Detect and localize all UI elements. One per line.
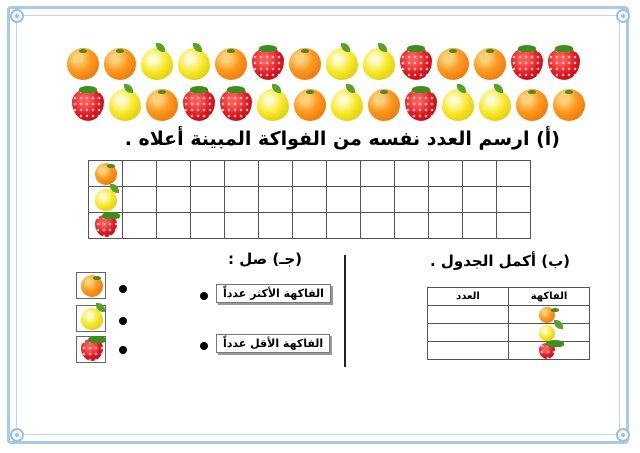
grid-cell[interactable] — [395, 213, 429, 239]
orange-icon — [215, 48, 247, 80]
orange-icon — [368, 89, 400, 121]
lemon-icon — [257, 89, 289, 121]
grid-cell[interactable] — [259, 213, 293, 239]
orange-icon — [553, 89, 585, 121]
lemon-icon — [331, 89, 363, 121]
count-cell[interactable] — [428, 324, 509, 342]
orange-icon — [67, 48, 99, 80]
grid-cell[interactable] — [463, 161, 497, 187]
table-row — [428, 342, 590, 360]
task-c-title: (جـ) صل : — [228, 250, 302, 268]
match-dot-right[interactable] — [200, 342, 208, 350]
grid-cell[interactable] — [157, 187, 191, 213]
grid-row — [89, 213, 531, 239]
match-dot-left[interactable] — [119, 285, 127, 293]
lemon-icon — [95, 189, 117, 211]
grid-cell[interactable] — [293, 161, 327, 187]
grid-cell[interactable] — [361, 187, 395, 213]
grid-fruit-cell — [89, 187, 123, 213]
orange-icon — [146, 89, 178, 121]
corner-ornament — [616, 9, 630, 23]
table-row — [428, 306, 590, 324]
header-fruit: الفاكهة — [509, 288, 590, 306]
header-count: العدد — [428, 288, 509, 306]
match-dot-left[interactable] — [119, 317, 127, 325]
grid-cell[interactable] — [395, 161, 429, 187]
orange-icon — [95, 163, 117, 185]
grid-cell[interactable] — [327, 161, 361, 187]
grid-cell[interactable] — [361, 161, 395, 187]
lemon-icon — [178, 48, 210, 80]
grid-row — [89, 161, 531, 187]
grid-fruit-cell — [89, 161, 123, 187]
lemon-icon — [326, 48, 358, 80]
strawberry-icon — [95, 215, 117, 237]
strawberry-icon — [183, 89, 215, 121]
corner-ornament — [10, 428, 24, 442]
match-dot-right[interactable] — [200, 292, 208, 300]
count-cell[interactable] — [428, 306, 509, 324]
orange-icon — [294, 89, 326, 121]
strawberry-icon — [252, 48, 284, 80]
grid-cell[interactable] — [497, 187, 531, 213]
strawberry-icon — [72, 89, 104, 121]
lemon-icon — [479, 89, 511, 121]
orange-icon — [474, 48, 506, 80]
match-fruit-box — [76, 305, 106, 332]
strawberry-icon — [220, 89, 252, 121]
strawberry-icon — [400, 48, 432, 80]
grid-cell[interactable] — [429, 161, 463, 187]
strawberry-icon — [539, 343, 555, 359]
grid-cell[interactable] — [157, 161, 191, 187]
lemon-icon — [81, 308, 103, 330]
grid-cell[interactable] — [429, 187, 463, 213]
grid-cell[interactable] — [191, 161, 225, 187]
fruit-cell — [509, 306, 590, 324]
grid-cell[interactable] — [259, 187, 293, 213]
grid-fruit-cell — [89, 213, 123, 239]
match-fruit-box — [76, 272, 106, 299]
table-row — [428, 324, 590, 342]
lemon-icon — [442, 89, 474, 121]
orange-icon — [289, 48, 321, 80]
grid-cell[interactable] — [327, 187, 361, 213]
strawberry-icon — [548, 48, 580, 80]
task-b-title: (ب) أكمل الجدول . — [429, 252, 570, 270]
strawberry-icon — [511, 48, 543, 80]
grid-cell[interactable] — [361, 213, 395, 239]
match-fruit-box — [76, 336, 106, 363]
grid-cell[interactable] — [225, 161, 259, 187]
grid-cell[interactable] — [225, 187, 259, 213]
fruit-cell — [509, 342, 590, 360]
strawberry-icon — [405, 89, 437, 121]
grid-row — [89, 187, 531, 213]
lemon-icon — [539, 325, 555, 341]
grid-cell[interactable] — [259, 161, 293, 187]
lemon-icon — [363, 48, 395, 80]
grid-cell[interactable] — [123, 187, 157, 213]
lemon-icon — [141, 48, 173, 80]
grid-cell[interactable] — [327, 213, 361, 239]
task-a-title: (أ) ارسم العدد نفسه من الفواكة المبينة أعلاه . — [124, 128, 560, 150]
count-cell[interactable] — [428, 342, 509, 360]
orange-icon — [437, 48, 469, 80]
grid-cell[interactable] — [293, 213, 327, 239]
grid-cell[interactable] — [191, 213, 225, 239]
fruit-cell — [509, 324, 590, 342]
match-dot-left[interactable] — [119, 346, 127, 354]
label-most-fruit: الفاكهة الأكثر عدداً — [216, 284, 331, 303]
count-table — [427, 287, 590, 360]
orange-icon — [539, 307, 555, 323]
grid-cell[interactable] — [463, 187, 497, 213]
grid-cell[interactable] — [497, 213, 531, 239]
grid-cell[interactable] — [123, 161, 157, 187]
grid-cell[interactable] — [225, 213, 259, 239]
grid-cell[interactable] — [123, 213, 157, 239]
lemon-icon — [109, 89, 141, 121]
corner-ornament — [10, 9, 24, 23]
grid-cell[interactable] — [157, 213, 191, 239]
fruit-row-1 — [67, 48, 580, 80]
grid-cell[interactable] — [429, 213, 463, 239]
grid-cell[interactable] — [395, 187, 429, 213]
orange-icon — [81, 275, 103, 297]
section-divider — [344, 255, 346, 367]
label-least-fruit: الفاكهة الأقل عدداً — [216, 334, 330, 353]
grid-cell[interactable] — [497, 161, 531, 187]
grid-cell[interactable] — [463, 213, 497, 239]
orange-icon — [104, 48, 136, 80]
orange-icon — [516, 89, 548, 121]
grid-cell[interactable] — [191, 187, 225, 213]
drawing-grid[interactable] — [88, 160, 531, 239]
strawberry-icon — [81, 339, 103, 361]
grid-cell[interactable] — [293, 187, 327, 213]
corner-ornament — [616, 428, 630, 442]
fruit-row-2 — [72, 89, 585, 121]
